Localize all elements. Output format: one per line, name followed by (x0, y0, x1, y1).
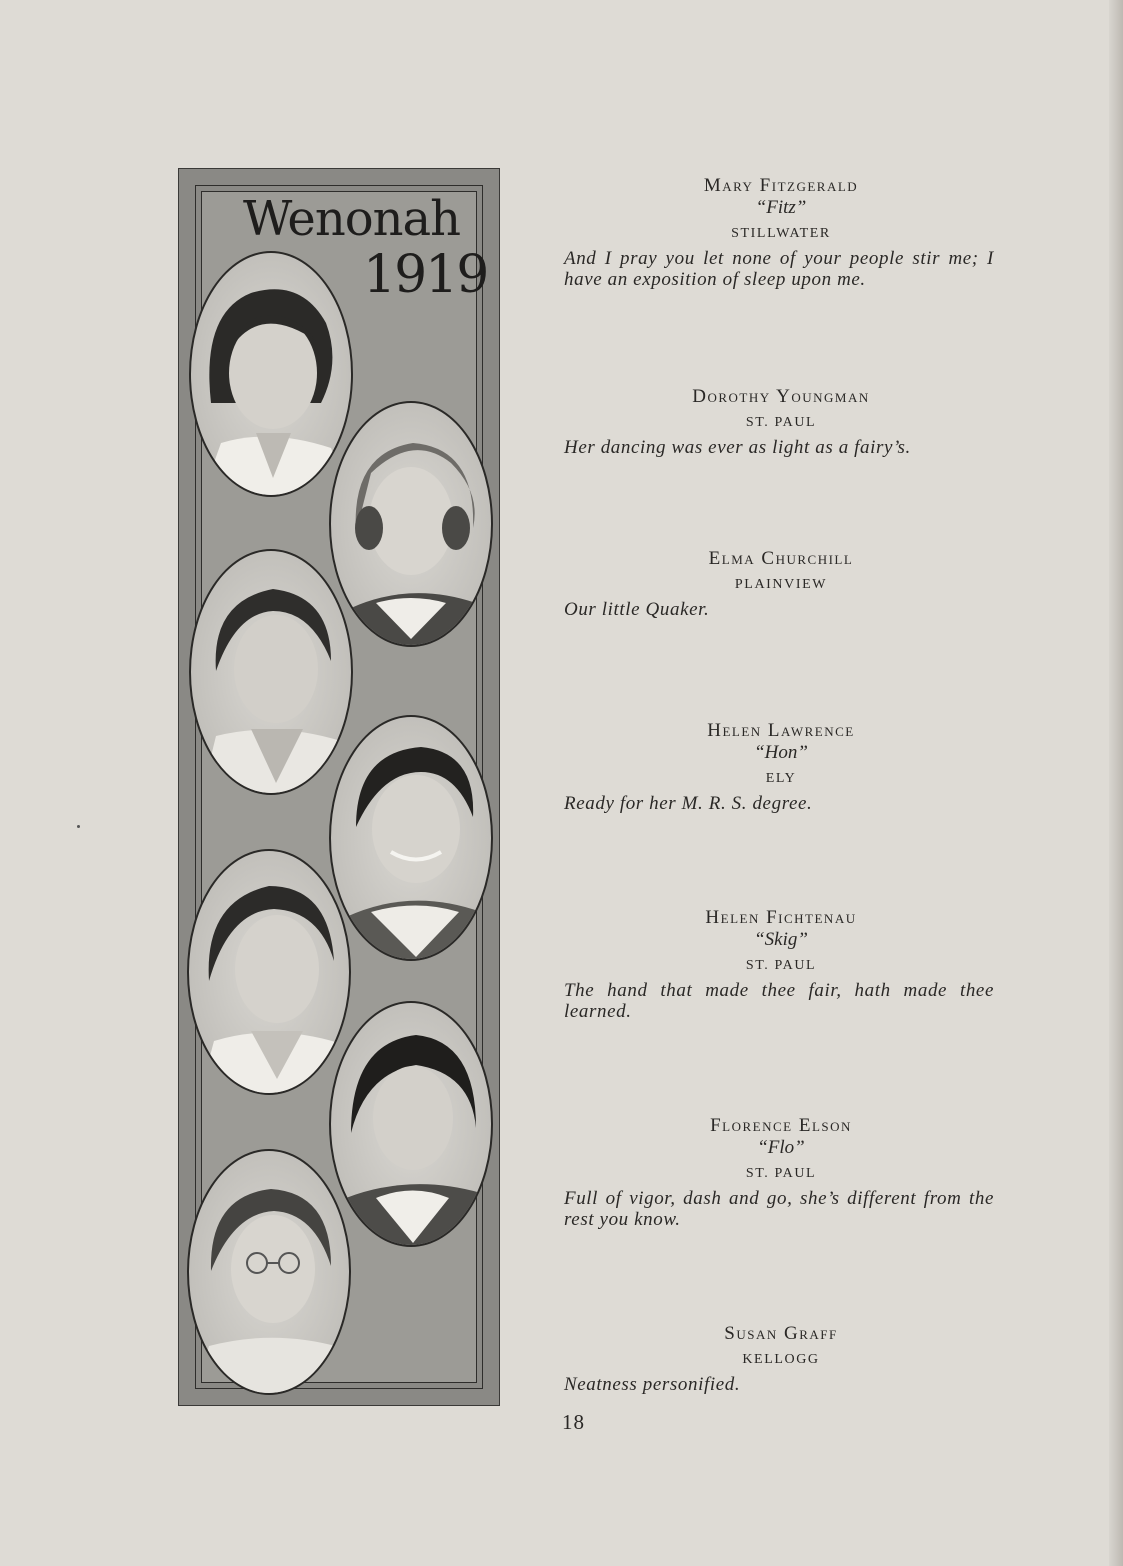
student-entry (564, 1323, 994, 1395)
student-nickname: “Skig” (754, 929, 808, 950)
panel-title: Wenonah (243, 191, 461, 247)
student-entry (564, 907, 994, 1022)
student-hometown: PLAINVIEW (734, 577, 828, 592)
photo-panel (178, 168, 500, 1406)
student-entry (564, 386, 994, 458)
student-hometown: ST. PAUL (745, 958, 817, 973)
student-name: Susan Graff (724, 1323, 838, 1344)
student-entry (564, 720, 994, 814)
student-quote: Her dancing was ever as light as a fairy’s. (564, 437, 911, 458)
student-hometown: ELY (765, 771, 797, 786)
student-entry (564, 1115, 994, 1230)
student-hometown: STILLWATER (731, 226, 831, 241)
student-hometown: ST. PAUL (745, 1166, 817, 1181)
student-nickname: “Flo” (757, 1137, 805, 1158)
portrait-photo (187, 1149, 351, 1395)
student-quote: The hand that made thee fair, hath made thee learned. (564, 980, 994, 1022)
student-quote: Our little Quaker. (564, 599, 710, 620)
student-hometown: ST. PAUL (745, 415, 817, 430)
portrait-photo (187, 849, 351, 1095)
student-quote: Ready for her M. R. S. degree. (564, 793, 813, 814)
portrait-photo (189, 251, 353, 497)
student-name: Helen Lawrence (707, 720, 855, 741)
student-nickname: “Hon” (754, 742, 808, 763)
portrait-photo (329, 401, 493, 647)
portrait-photo (189, 549, 353, 795)
portrait-photo (329, 1001, 493, 1247)
paper-speck (77, 825, 80, 828)
student-name: Helen Fichtenau (705, 907, 857, 928)
student-quote: And I pray you let none of your people stir me; I have an exposition of sleep upon me. (564, 248, 994, 290)
student-name: Florence Elson (710, 1115, 852, 1136)
student-entry (564, 175, 994, 290)
student-name: Dorothy Youngman (692, 386, 870, 407)
panel-year: 1919 (363, 245, 488, 305)
student-quote: Neatness personified. (564, 1374, 741, 1395)
student-nickname: “Fitz” (755, 197, 807, 218)
student-quote: Full of vigor, dash and go, she’s different from the rest you know. (564, 1188, 994, 1230)
student-name: Mary Fitzgerald (703, 175, 859, 196)
page-binding-edge (1109, 0, 1123, 1566)
portrait-photo (329, 715, 493, 961)
student-name: Elma Churchill (708, 548, 854, 569)
student-entry (564, 548, 994, 620)
student-hometown: KELLOGG (742, 1352, 820, 1367)
page-number: 18 (562, 1410, 585, 1434)
